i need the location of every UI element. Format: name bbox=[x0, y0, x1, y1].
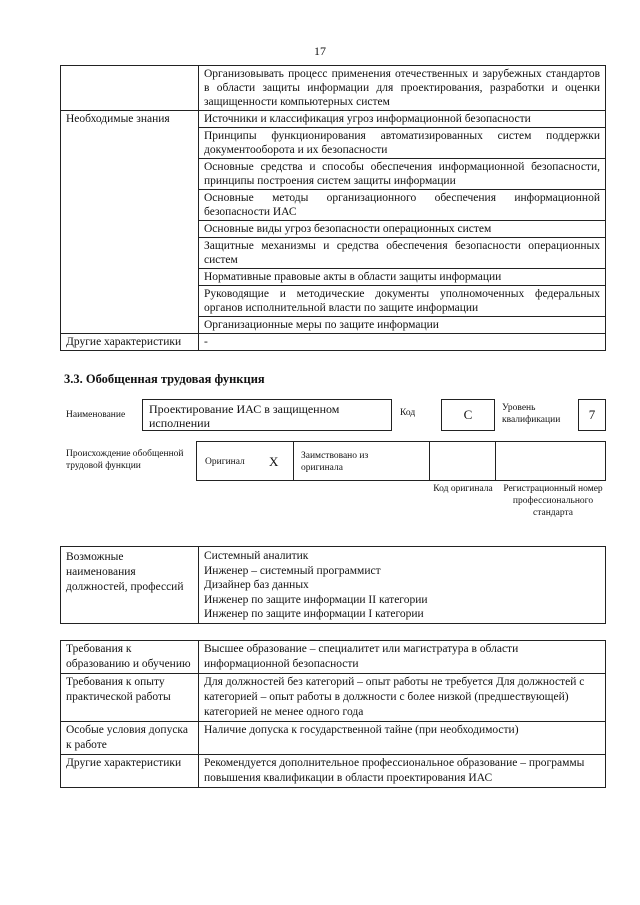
requirement-value: Высшее образование – специалитет или магистратура в области информационной безопасности bbox=[199, 641, 606, 674]
position-item: Инженер по защите информации II категории bbox=[204, 593, 428, 606]
original-mark: X bbox=[269, 454, 279, 469]
table-row bbox=[61, 111, 606, 128]
table-row bbox=[61, 722, 606, 755]
table-row bbox=[61, 641, 606, 674]
function-name: Проектирование ИАС в защищенном исполнении bbox=[142, 399, 392, 431]
section-title: 3.3. Обобщенная трудовая функция bbox=[64, 372, 265, 386]
positions-list bbox=[199, 547, 606, 624]
knowledge-table bbox=[60, 65, 606, 351]
code-label: Код bbox=[400, 408, 416, 418]
position-item: Инженер по защите информации I категории bbox=[204, 608, 424, 620]
knowledge-item: Руководящие и методические документы уполномоченных федеральных органов исполнительной власти по защите информации bbox=[199, 286, 606, 317]
code-value: C bbox=[441, 399, 495, 431]
origin-box bbox=[196, 441, 606, 481]
knowledge-item: Основные виды угроз безопасности операционных систем bbox=[199, 221, 606, 238]
position-item: Инженер – системный программист bbox=[204, 564, 381, 577]
other-value: - bbox=[199, 334, 606, 351]
page-number: 17 bbox=[314, 44, 326, 58]
table-row bbox=[61, 755, 606, 788]
reg-caption: Регистрационный номер профессионального стандарта bbox=[503, 484, 603, 518]
borrowed-label: Заимствовано из оригинала bbox=[301, 451, 369, 473]
name-label: Наименование bbox=[66, 410, 126, 420]
knowledge-item: Источники и классификация угроз информационной безопасности bbox=[199, 111, 606, 128]
other-label: Другие характеристики bbox=[61, 334, 199, 351]
positions-table bbox=[60, 546, 606, 624]
knowledge-item: Основные методы организационного обеспечения информационной безопасности ИАС bbox=[199, 190, 606, 221]
requirement-label: Особые условия допуска к работе bbox=[61, 722, 199, 755]
table-row bbox=[61, 66, 606, 111]
knowledge-item: Нормативные правовые акты в области защиты информации bbox=[199, 269, 606, 286]
knowledge-item: Основные средства и способы обеспечения информационной безопасности, принципы построения систем защиты информации bbox=[199, 159, 606, 190]
requirement-value: Рекомендуется дополнительное профессиональное образование – программы повышения квалификации в области проектирования ИАС bbox=[199, 755, 606, 788]
position-item: Системный аналитик bbox=[204, 550, 309, 562]
empty-label-cell bbox=[61, 66, 199, 111]
table-row bbox=[61, 547, 606, 624]
original-label: Оригинал bbox=[205, 457, 245, 467]
requirement-label: Другие характеристики bbox=[61, 755, 199, 788]
position-item: Дизайнер баз данных bbox=[204, 579, 309, 591]
table-row bbox=[61, 674, 606, 722]
table-row bbox=[61, 334, 606, 351]
requirement-label: Требования к опыту практической работы bbox=[61, 674, 199, 722]
level-value: 7 bbox=[578, 399, 606, 431]
positions-label: Возможные наименования должностей, профессий bbox=[61, 547, 199, 624]
origin-label: Происхождение обобщенной трудовой функции bbox=[66, 449, 184, 471]
knowledge-label: Необходимые знания bbox=[61, 111, 199, 334]
knowledge-item: Организационные меры по защите информации bbox=[199, 317, 606, 334]
requirement-value: Для должностей без категорий – опыт работы не требуется Для должностей с категорией – опыт работы в должности с более низкой (предшествующей) категорией не менее одного года bbox=[199, 674, 606, 722]
requirement-label: Требования к образованию и обучению bbox=[61, 641, 199, 674]
code-caption: Код оригинала bbox=[433, 484, 493, 494]
skill-cell: Организовывать процесс применения отечественных и зарубежных стандартов в области защиты информации для проектирования, разработки и оценки защищенности компьютерных систем bbox=[199, 66, 606, 111]
requirements-table bbox=[60, 640, 606, 788]
knowledge-item: Принципы функционирования автоматизированных систем поддержки документооборота и их безопасности bbox=[199, 128, 606, 159]
requirement-value: Наличие допуска к государственной тайне (при необходимости) bbox=[199, 722, 606, 755]
knowledge-item: Защитные механизмы и средства обеспечения безопасности операционных систем bbox=[199, 238, 606, 269]
level-label: Уровень квалификации bbox=[502, 403, 561, 425]
